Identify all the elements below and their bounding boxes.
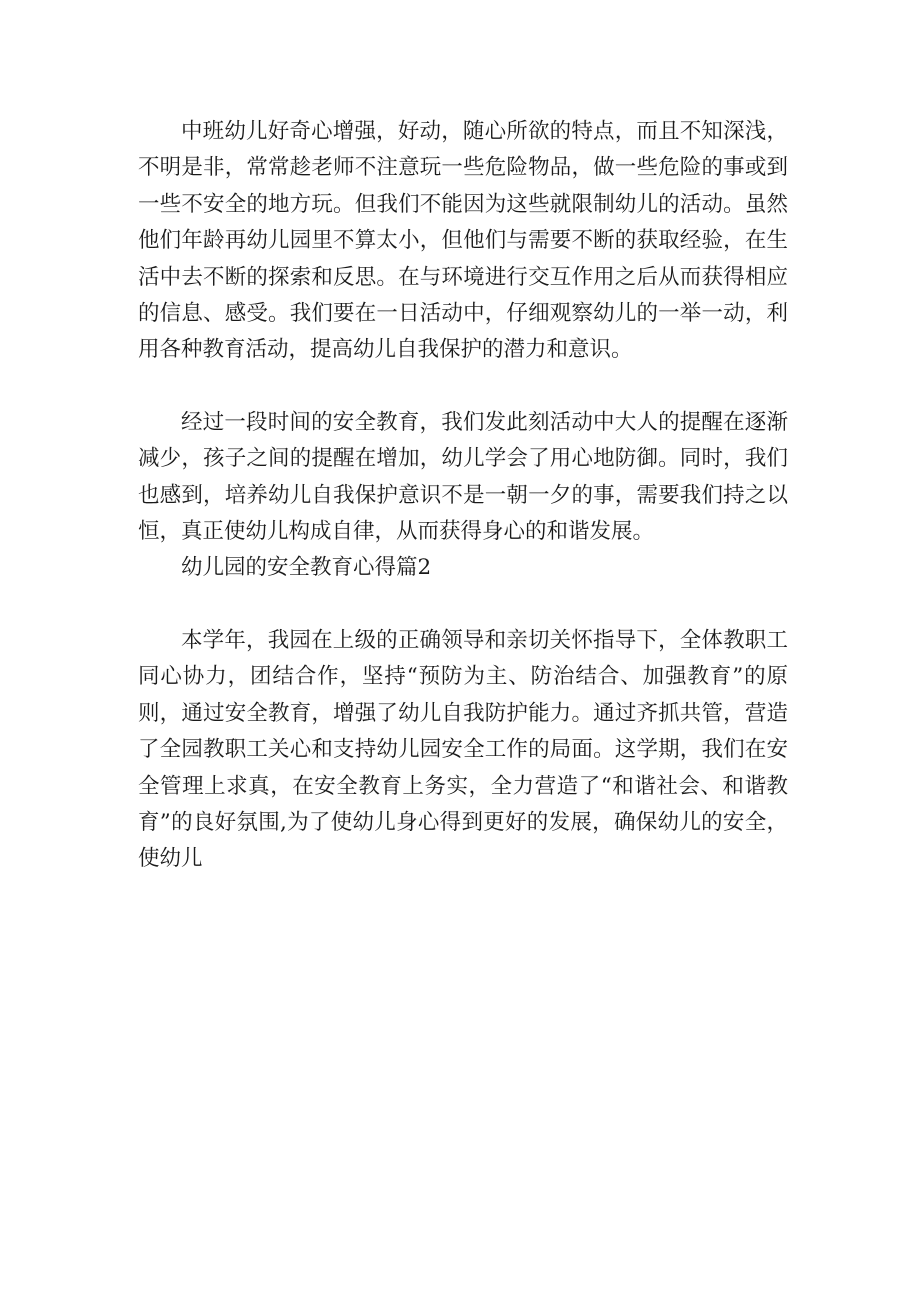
- document-page: [138, 114, 788, 878]
- paragraph-3: 本学年，我园在上级的正确领导和亲切关怀指导下，全体教职工同心协力，团结合作，坚持“预防为主、防治结合、加强教育”的原则，通过安全教育，增强了幼儿自我防护能力。通过齐抓共管，营造了全园教职工关心和支持幼儿园安全工作的局面。这学期，我们在安全管理上求真，在安全教育上务实，全力营造了“和谐社会、和谐教育”的良好氛围,为了使幼儿身心得到更好的发展，确保幼儿的安全，使幼儿: [138, 627, 788, 872]
- section-heading: 幼儿园的安全教育心得篇2: [181, 555, 432, 581]
- paragraph-1: 中班幼儿好奇心增强，好动，随心所欲的特点，而且不知深浅，不明是非，常常趁老师不注意玩一些危险物品，做一些危险的事或到一些不安全的地方玩。但我们不能因为这些就限制幼儿的活动。虽然他们年龄再幼儿园里不算太小，但他们与需要不断的获取经验，在生活中去不断的探索和反思。在与环境进行交互作用之后从而获得相应的信息、感受。我们要在一日活动中，仔细观察幼儿的一举一动，利用各种教育活动，提高幼儿自我保护的潜力和意识。: [138, 119, 788, 363]
- paragraph-2: 经过一段时间的安全教育，我们发此刻活动中大人的提醒在逐渐减少，孩子之间的提醒在增加，幼儿学会了用心地防御。同时，我们也感到，培养幼儿自我保护意识不是一朝一夕的事，需要我们持之以恒，真正使幼儿构成自律，从而获得身心的和谐发展。: [138, 409, 788, 545]
